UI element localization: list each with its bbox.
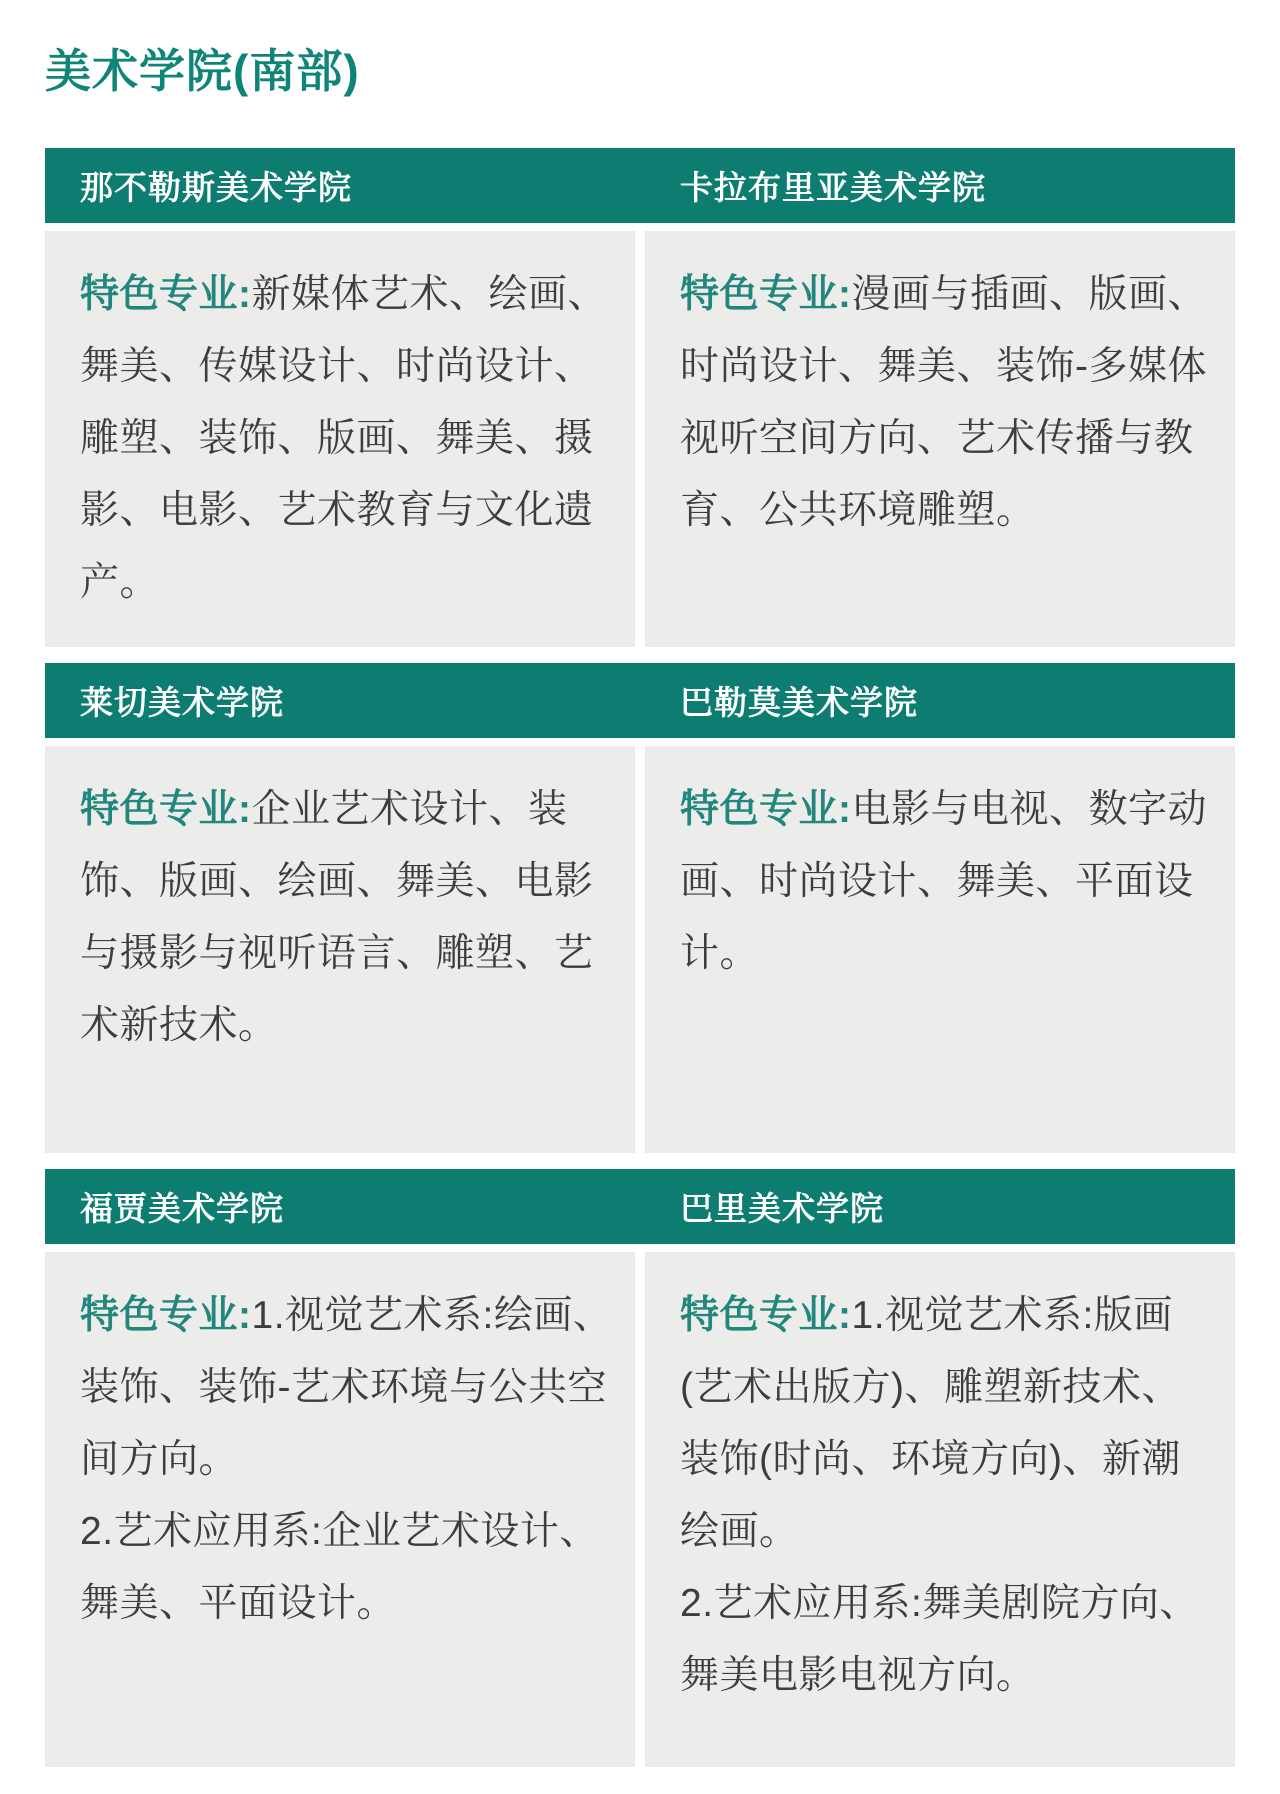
- majors-text: 漫画与插画、版画、时尚设计、舞美、装饰-多媒体视听空间方向、艺术传播与教育、公共环境雕塑。: [680, 273, 1208, 532]
- academy-description: [680, 259, 1217, 547]
- page-title: 美术学院(南部): [45, 45, 360, 97]
- academy-description-2: 2.艺术应用系:舞美剧院方向、舞美电影电视方向。: [680, 1582, 1199, 1697]
- section-naples-calabria: [45, 148, 1235, 647]
- academy-cell-calabria: [645, 231, 1235, 647]
- majors-text: 1.视觉艺术系:版画(艺术出版方)、雕塑新技术、装饰(时尚、环境方向)、新潮绘画。: [680, 1294, 1181, 1553]
- academy-cell-foggia: [45, 1252, 635, 1767]
- academy-description: [80, 1280, 617, 1496]
- featured-majors-label: 特色专业:: [80, 273, 252, 316]
- academy-description-2: 2.艺术应用系:企业艺术设计、舞美、平面设计。: [80, 1510, 599, 1625]
- academy-name-lecce: 莱切美术学院: [80, 684, 284, 721]
- featured-majors-label: 特色专业:: [680, 273, 852, 316]
- academy-name-naples: 那不勒斯美术学院: [80, 169, 352, 206]
- academy-name-foggia: 福贾美术学院: [80, 1190, 284, 1227]
- section3-content-row: [45, 1252, 1235, 1767]
- academy-description: [680, 774, 1217, 990]
- section3-header-row: [45, 1169, 1235, 1244]
- section2-header-row: [45, 663, 1235, 738]
- academy-cell-bari: [645, 1252, 1235, 1767]
- academy-description: [80, 259, 617, 619]
- section2-content-row: [45, 746, 1235, 1153]
- section1-header-row: [45, 148, 1235, 223]
- academy-description: [80, 774, 617, 1062]
- academy-description: [680, 1280, 1217, 1568]
- majors-text: 电影与电视、数字动画、时尚设计、舞美、平面设计。: [680, 788, 1208, 975]
- academy-cell-naples: [45, 231, 635, 647]
- academy-cell-palermo: [645, 746, 1235, 1153]
- majors-text: 1.视觉艺术系:绘画、装饰、装饰-艺术环境与公共空间方向。: [80, 1294, 613, 1481]
- featured-majors-label: 特色专业:: [680, 788, 852, 831]
- featured-majors-label: 特色专业:: [680, 1294, 852, 1337]
- section-foggia-bari: [45, 1169, 1235, 1767]
- section1-content-row: [45, 231, 1235, 647]
- featured-majors-label: 特色专业:: [80, 1294, 252, 1337]
- academy-name-palermo: 巴勒莫美术学院: [680, 684, 918, 721]
- majors-text: 新媒体艺术、绘画、舞美、传媒设计、时尚设计、雕塑、装饰、版画、舞美、摄影、电影、艺术教育与文化遗产。: [80, 273, 608, 604]
- academy-name-calabria: 卡拉布里亚美术学院: [680, 169, 986, 206]
- majors-text: 企业艺术设计、装饰、版画、绘画、舞美、电影与摄影与视听语言、雕塑、艺术新技术。: [80, 788, 594, 1047]
- academy-name-bari: 巴里美术学院: [680, 1190, 884, 1227]
- section-lecce-palermo: [45, 663, 1235, 1153]
- academy-cell-lecce: [45, 746, 635, 1153]
- featured-majors-label: 特色专业:: [80, 788, 252, 831]
